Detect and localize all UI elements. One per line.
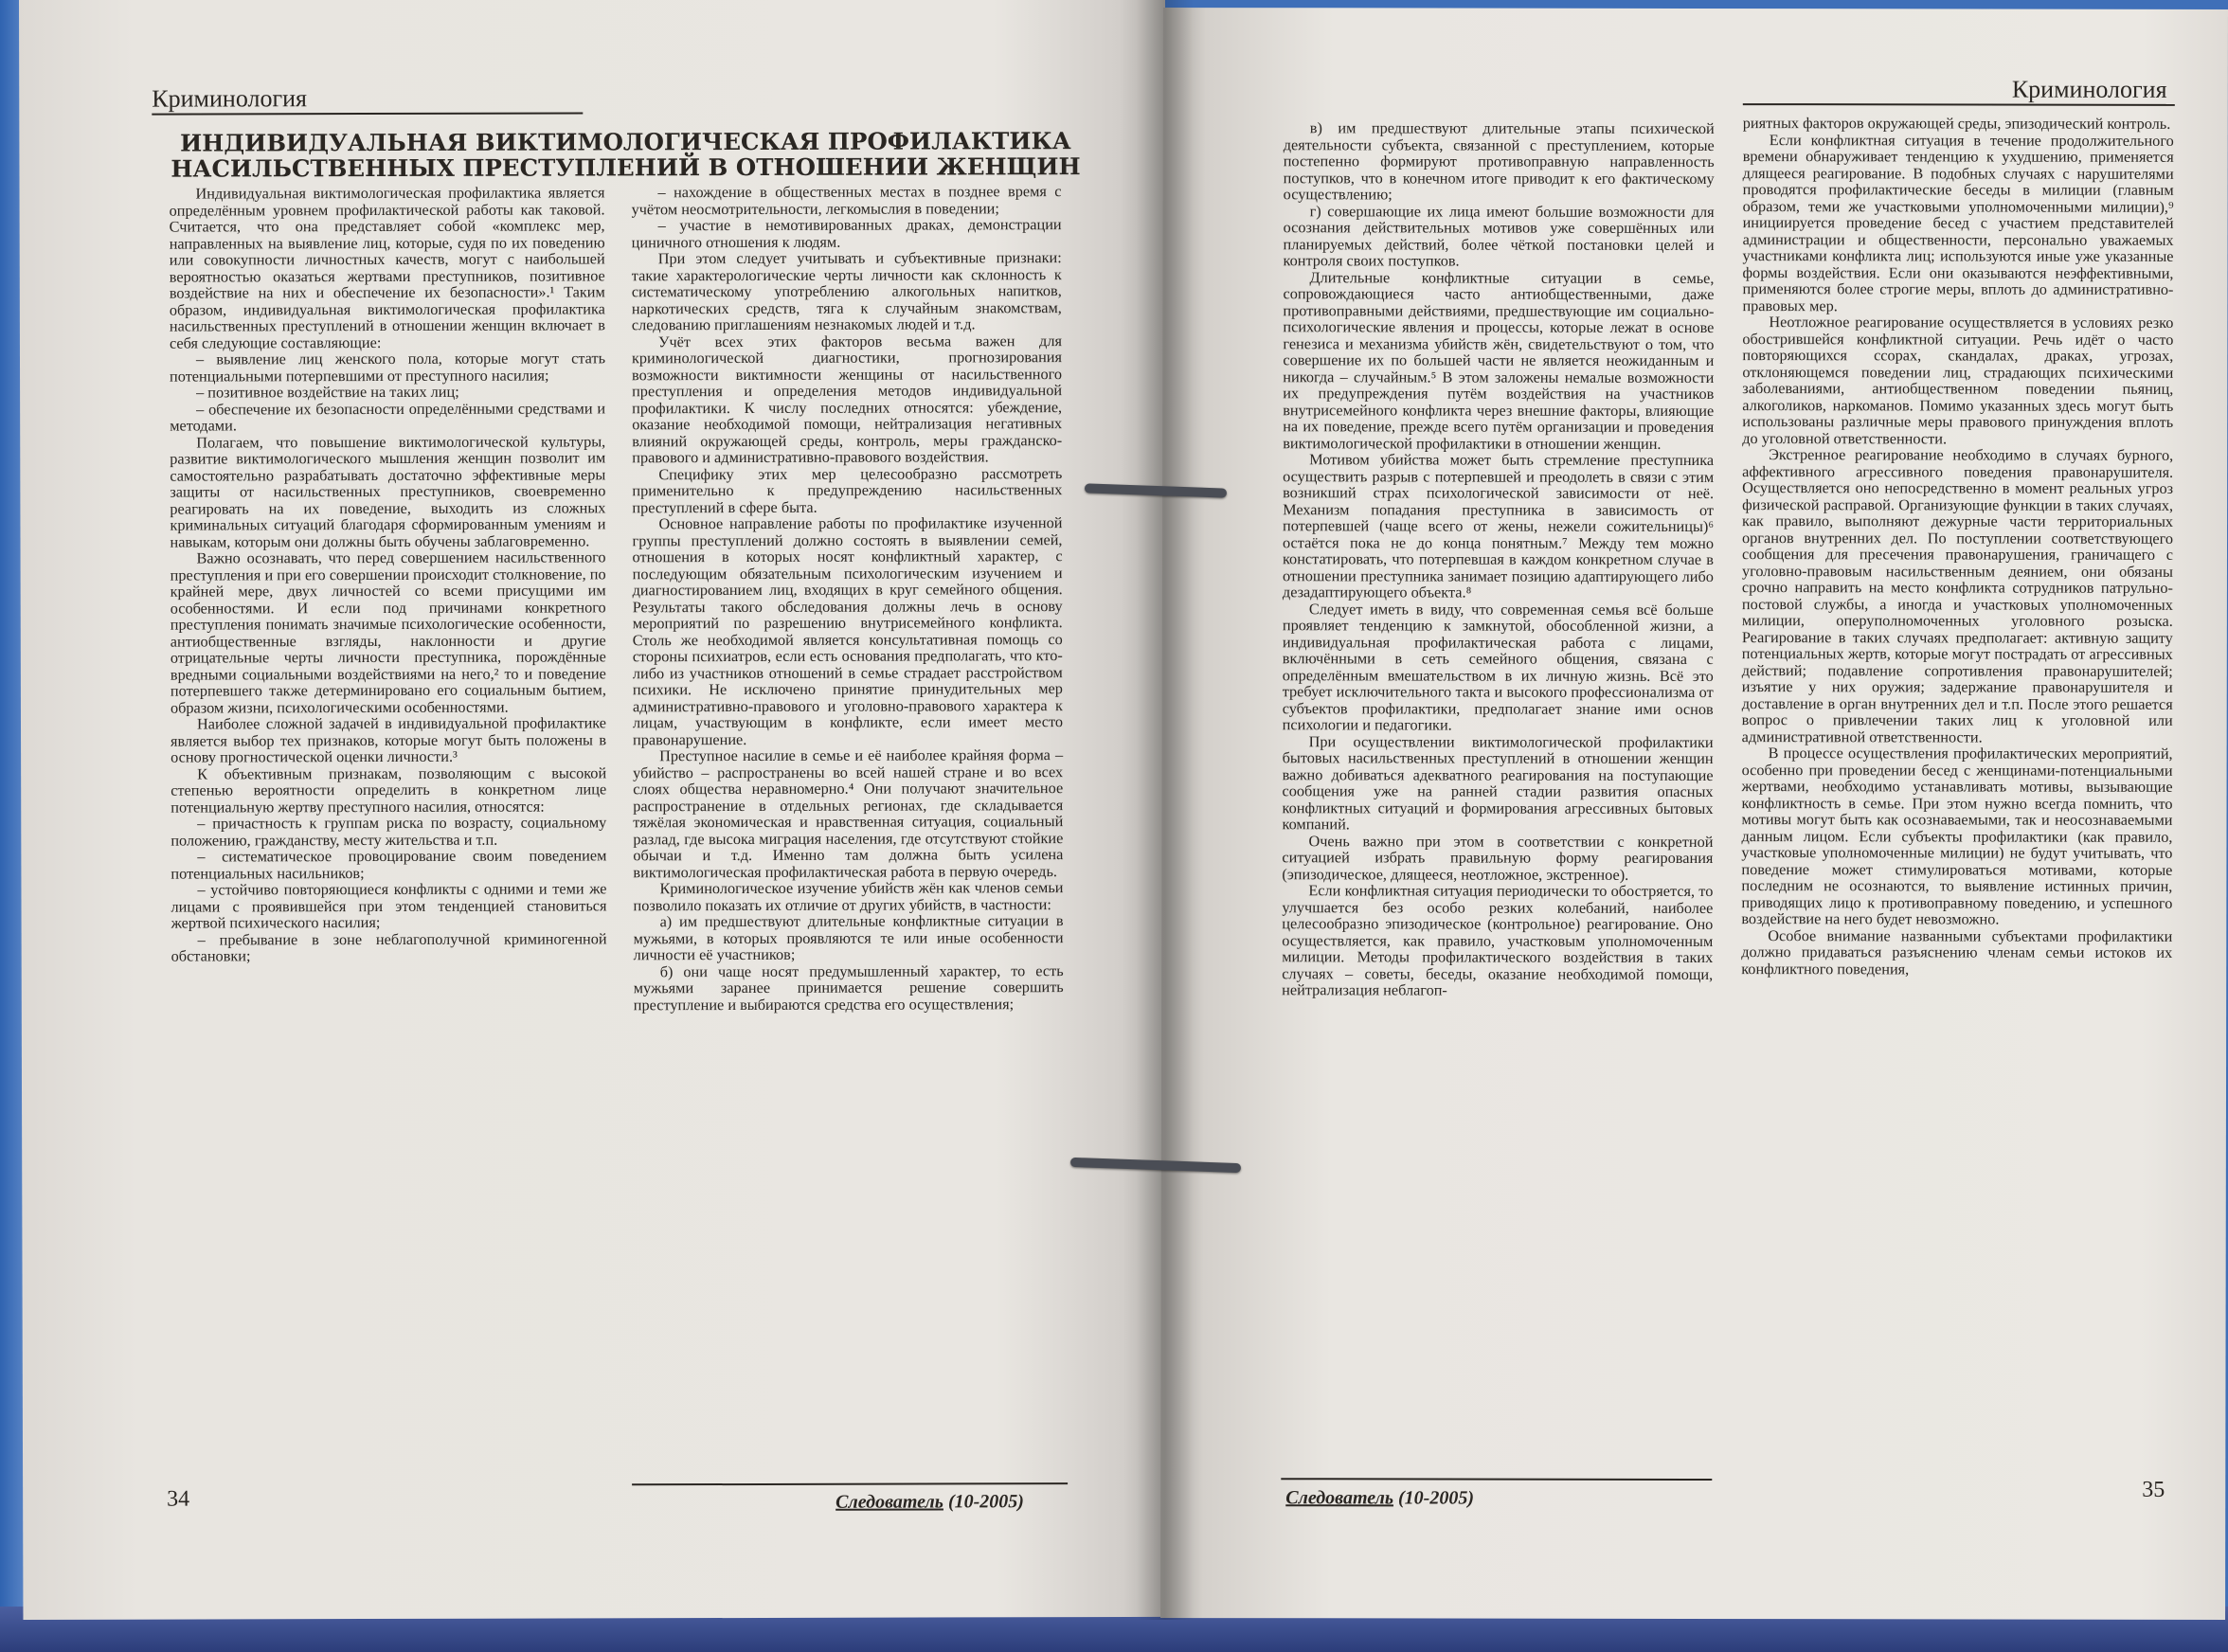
page-number-right: 35 [2142, 1477, 2165, 1502]
paragraph: Очень важно при этом в соответствии с конкретной ситуацией избрать правильную форму реагирования (эпизодическое, длящееся, неотложное, экстренное). [1282, 831, 1714, 884]
paragraph: Если конфликтная ситуация в течение продолжительного времени обнаруживает тенденцию к ухудшению, применяется длящееся реагирование. В подобных случаях с нарушителями проводятся профилактические беседы в милиции (главным образом, теми же участковыми уполномоченными милиции),⁹ инициируется проведение бесед с участием представителей администрации и общественности, персонально уважаемых участниками конфликта лиц; используются иные уже указанные формы воздействия. Если они оказываются неэффективными, применяются более строгие меры, вплоть до административно-правовых мер. [1742, 130, 2174, 314]
paragraph: Основное направление работы по профилактике изученной группы преступлений должно состоять в выявлении семей, отношения в которых носят конфликтный характер, с последующим обязательным психологическим изучением и диагностированием лиц, входящих в круг семейного общения. Результаты такого обследования должны лечь в основу мероприятий по разрешению внутрисемейного конфликта. Столь же необходимой является консультативная помощь со стороны психиатров, если есть основания предполагать, что кто-либо из участников отношений в семье страдает расстройством психики. Не исключено принятие принудительных мер административно-правового и уголовно-правового характера к лицам, участвующим в конфликте, если имеет место правонарушение. [632, 513, 1064, 748]
article-title-line-1: ИНДИВИДУАЛЬНАЯ ВИКТИМОЛОГИЧЕСКАЯ ПРОФИЛАКТИКА [180, 127, 1071, 157]
paragraph: – выявление лиц женского пола, которые могут стать потенциальными потерпевшими от преступного насилия; [170, 349, 606, 386]
paragraph: Преступное насилие в семье и её наиболее крайняя форма – убийство – распространены во всей нашей стране и во всех слоях общества неравномерно.⁴ Они получают значительное распространение в отдельных регионах, где складывается тяжёлая экономическая и нравственная ситуация, социальный разлад, где высока миграция населения, где отсутствуют стойкие обычаи и т.д. Именно там должна быть усилена виктимологическая профилактическая работа в первую очередь. [633, 745, 1064, 881]
paragraph: Если конфликтная ситуация периодически то обостряется, то улучшается без особо резких колебаний, наиболее целесообразно эпизодическое (контрольное) реагирование. Оно осуществляется, как правило, участковым уполномоченным милиции. Методы профилактического воздействия в таких случаях – советы, беседы, оказание необходимой помощи, нейтрализация неблагоп- [1282, 881, 1714, 999]
paragraph: – нахождение в общественных местах в позднее время с учётом неосмотрительности, легкомыслия в поведении; [631, 182, 1062, 218]
right-footer-rule [1281, 1478, 1712, 1481]
paragraph: – участие в немотивированных драках, демонстрации циничного отношения к людям. [631, 215, 1062, 251]
paragraph: При этом следует учитывать и субъективные признаки: такие характерологические черты личности как склонность к систематическому употреблению алкогольных напитков, наркотических средств, тяга к случайным знакомствам, следованию приглашениям незнакомых людей и т.д. [631, 248, 1062, 334]
paragraph: – причастность к группам риска по возрасту, социальному положению, гражданству, месту жительства и т.п. [171, 813, 607, 850]
paragraph: – обеспечение их безопасности определёнными средствами и методами. [170, 398, 606, 435]
paragraph: – позитивное воздействие на таких лиц; [196, 382, 459, 402]
paragraph: б) они чаще носят предумышленный характер, то есть мужьями заранее принимается решение совершить преступление и выбираются средства его осуществления; [633, 961, 1064, 1014]
paragraph: Неотложное реагирование осуществляется в условиях резко обострившейся конфликтной ситуации. Речь идёт о часто повторяющихся ссорах, скандалах, драках, угрозах, отклоняющемся поведении лиц, страдающих психическими заболеваниями, антиобщественном поведении пьяниц, алкоголиков, наркоманов. Помимо указанных здесь могут быть использованы различные меры правового принуждения вплоть до уголовной ответственности. [1742, 313, 2174, 447]
left-page-column-1 [170, 184, 607, 964]
paragraph: а) им предшествуют длительные конфликтные ситуации в мужьями, в которых проявляются те или иные особенности личности её участников; [633, 911, 1064, 964]
paragraph: Индивидуальная виктимологическая профилактика является определённым уровнем профилактической работы как таковой. Считается, что она представляет собой «комплекс мер, направленных на выявление лиц, которые, судя по их поведению или совокупности личностных качеств, могут с наибольшей вероятностью оказаться жертвами преступников, позитивное воздействие на них и обеспечение их безопасности».¹ Таким образом, индивидуальная виктимологическая профилактика насильственных преступлений в отношении женщин включает в себя следующие составляющие: [169, 183, 605, 352]
paragraph: Экстренное реагирование необходимо в случаях бурного, аффективного агрессивного поведения правонарушителя. Осуществляется оно непосредственно в момент реальных угроз физической расправой. Организующие функции в таких случаях, как правило, выполняют дежурные части территориальных органов внутренних дел. По поступлении соответствующего сообщения для пресечения правонарушения, граничащего с уголовно-правовым насильственным деянием, они обязаны срочно направить на место конфликта сотрудников патрульно-постовой службы, а иногда и участковых уполномоченных милиции, оперуполномоченных уголовного розыска. Реагирование в таких случаях предполагает: активную защиту потенциальных жертв, которые могут пострадать от агрессивных действий; подавление сопротивления правонарушителей; изъятие у них оружия; задержание правонарушителя и доставление в орган внутренних дел и т.п. После этого решается вопрос о привлечении таких лиц к уголовной или административной ответственности. [1741, 445, 2174, 746]
right-footer-journal: Следователь (10-2005) [1285, 1487, 1475, 1509]
paragraph: риятных факторов окружающей среды, эпизодический контроль. [1742, 114, 2171, 133]
left-footer-journal: Следователь (10-2005) [836, 1491, 1024, 1513]
left-page-column-2 [632, 183, 1064, 1013]
paragraph: г) совершающие их лица имеют большие возможности для осознания действительных мотивов уже совершённых или планируемых действий, более чёткой постановки целей и контроля своих поступков. [1283, 201, 1715, 270]
book-spine-shadow [1137, 0, 1194, 1620]
paragraph: в) им предшествуют длительные этапы психической деятельности субъекта, связанной с преступлением, которые постепенно формируют противоправную направленность поступков, что в конечном итоге приводит к его фактическому осуществлению; [1283, 118, 1715, 204]
right-page [1160, 8, 2228, 1620]
paragraph: Важно осознавать, что перед совершением насильственного преступления и при его совершении происходит столкновение, по крайней мере, двух личностей со всеми присущими им особенностями. И если под причинами конкретного преступления понимать значимые психологические особенности, антиобщественные взгляды, наклонности и другие отрицательные черты личности преступника, порождённые вредными социальными воздействиями на него,² то и поведение потерпевшего также детерминировано его социальным бытием, образом жизни, психологическими особенностями. [170, 548, 606, 717]
left-section-header: Криминология [152, 84, 308, 113]
paragraph: При осуществлении виктимологической профилактики бытовых насильственных преступлений в отношении женщин важно добиваться адекватного реагирования на поступающие сообщения уже на ранней стадии развития опасных конфликтных ситуаций и формирования агрессивных бытовых компаний. [1282, 731, 1714, 834]
article-title [152, 128, 1099, 182]
page-number-left: 34 [167, 1486, 190, 1512]
paragraph: – пребывание в зоне неблагополучной криминогенной обстановки; [171, 928, 607, 965]
paragraph: К объективным признакам, позволяющим с высокой степенью вероятности определить в конкретном лице потенциальную жертву преступного насилия, относятся: [171, 763, 607, 817]
left-footer-rule [632, 1482, 1068, 1485]
paragraph: Учёт всех этих факторов весьма важен для криминологической диагностики, прогнозирования возможности виктимности женщины от насильственного преступления и определения методов индивидуальной профилактики. К числу последних относятся: убеждение, оказание необходимой помощи, нейтрализация негативных влияний окружающей среды, контроль, меры гражданско-правового и административно-правового воздействия. [631, 331, 1063, 467]
paragraph: Наиболее сложной задачей в индивидуальной профилактике является выбор тех признаков, которые могут быть положены в основу прогностической оценки личности.³ [171, 713, 607, 766]
paragraph: – устойчиво повторяющиеся конфликты с одними и теми же лицами с проявившейся при этом тенденцией становиться жертвой психического насилия; [171, 879, 607, 932]
paragraph: В процессе осуществления профилактических мероприятий, особенно при проведении бесед с женщинами-потенциальными жертвами, необходимо устанавливать мотивы, вызывающие конфликтность в семье. При этом нужно всегда помнить, что мотивы могут быть как осознаваемыми, так и неосознаваемыми данным лицом. Если субъекты профилактики (как правило, участковые уполномоченные милиции) не будут учитывать, что поведение может стимулироваться мотивами, которые последним не осознаются, то выявление истинных причин, приводящих лицо к противоправному поведению, и успешного воздействие на него будет невозможно. [1741, 744, 2173, 928]
left-page [19, 0, 1169, 1620]
left-header-rule [152, 112, 583, 115]
paragraph: Длительные конфликтные ситуации в семье, сопровождающиеся часто антиобщественными, даже противоправными действиями, предшествующие им социально-психологические явления и процессы, которые лежат в основе генезиса и механизма убийств жён, свидетельствуют о том, что совершение их по большей части не является неожиданным и никогда – случайным.⁵ В этом заложены немалые возможности их предупреждения путём воздействия на участников внутрисемейного конфликта через внешние факторы, влияющие на их поведение, прежде всего путём организации и проведения виктимологической профилактики в отношении женщин. [1283, 267, 1715, 453]
paragraph: Особое внимание названными субъектами профилактики должно придаваться разъяснению членам семьи истоков их конфликтного поведения, [1741, 925, 2173, 978]
paragraph: Специфику этих мер целесообразно рассмотреть применительно к предупреждению насильственных преступлений в сфере быта. [632, 463, 1063, 516]
paragraph: Полагаем, что повышение виктимологической культуры, развитие виктимологического мышления женщин позволит им самостоятельно разрабатывать достаточно эффективные меры защиты от насильственных преступников, своевременно реагировать на их поведение, выходить из сложных криминальных ситуаций благодаря сформированным умениям и навыкам, которым они должны быть обучены заблаговременно. [170, 431, 606, 551]
paragraph: Следует иметь в виду, что современная семья всё больше проявляет тенденцию к замкнутой, обособленной жизни, а индивидуальная профилактическая работа с лицами, включёнными в сеть семейного общения, связана с определённым вмешательством в их личную жизнь. Всё это требует исключительного такта и высокого профессионализма от субъектов профилактики, предполагает знание ими основ психологии и педагогики. [1282, 599, 1714, 734]
article-title-line-2: НАСИЛЬСТВЕННЫХ ПРЕСТУПЛЕНИЙ В ОТНОШЕНИИ ЖЕНЩИН [171, 153, 1081, 183]
right-section-header: Криминология [2011, 75, 2167, 103]
right-page-column-2 [1741, 115, 2174, 978]
right-page-column-1 [1282, 119, 1715, 998]
paragraph: Мотивом убийства может быть стремление преступника осуществить разрыв с потерпевшей и преодолеть в связи с этим возникший страх психологической зависимости от неё. Механизм попадания преступника в зависимость от потерпевшей (чаще всего от жены, нежели сожительницы)⁶ остаётся пока не до конца понятным.⁷ Между тем можно констатировать, что потерпевшая в каждом конкретном случае в отношении преступника занимает позицию адаптирующего либо дезадаптирующего объекта.⁸ [1282, 450, 1715, 602]
paragraph: – систематическое провоцирование своим поведением потенциальных насильников; [171, 846, 607, 883]
paragraph: Криминологическое изучение убийств жён как членов семьи позволило показать их отличие от других убийств, в частности: [633, 878, 1064, 914]
right-header-rule [1743, 103, 2175, 106]
